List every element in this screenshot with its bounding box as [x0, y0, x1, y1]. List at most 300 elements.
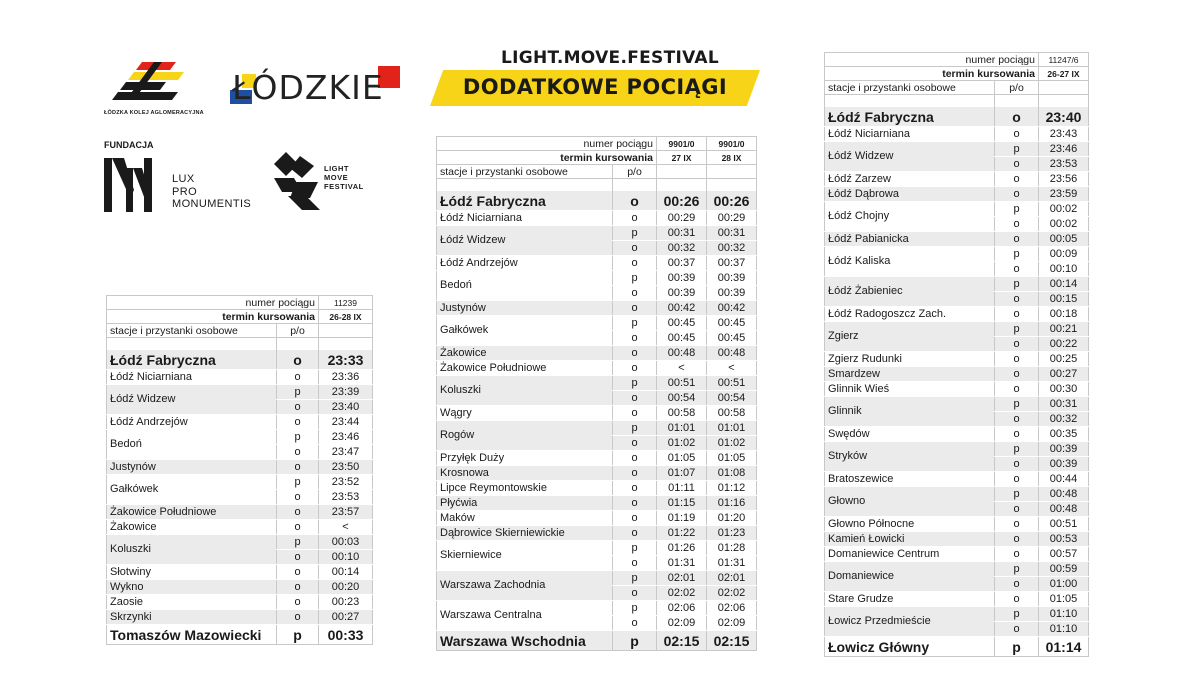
arrival-departure-flag: o: [613, 436, 657, 451]
running-dates-label: termin kursowania: [437, 151, 657, 165]
station-row: [437, 361, 757, 376]
arrival-departure-flag: o: [613, 556, 657, 571]
station-name: Łowicz Przedmieście: [825, 607, 995, 637]
arrival-departure-flag: p: [277, 475, 319, 490]
station-row: [437, 496, 757, 511]
train-number-row: [825, 53, 1089, 67]
arrival-departure-flag: p: [995, 637, 1039, 657]
time-cell: 01:14: [1039, 637, 1089, 657]
arrival-departure-flag: o: [613, 406, 657, 421]
fundacja-words: [172, 173, 251, 211]
arrival-departure-flag: o: [995, 547, 1039, 562]
arrival-departure-flag: o: [995, 412, 1039, 427]
time-cell: 00:02: [1039, 217, 1089, 232]
station-name: Łódź Niciarniana: [825, 127, 995, 142]
station-name: Gałkówek: [107, 475, 277, 505]
lux-pro-monumentis-icon: [104, 154, 156, 212]
arrival-departure-flag: o: [613, 191, 657, 211]
time-cell: 23:33: [319, 350, 373, 370]
time-cell: 02:09: [657, 616, 707, 631]
time-cell: 00:42: [707, 301, 757, 316]
arrival-departure-flag: p: [613, 271, 657, 286]
time-cell: 01:01: [707, 421, 757, 436]
time-cell: 02:01: [707, 571, 757, 586]
arrival-departure-flag: o: [995, 532, 1039, 547]
time-cell: 00:48: [1039, 487, 1089, 502]
arrival-departure-flag: p: [613, 226, 657, 241]
time-cell: 01:22: [657, 526, 707, 541]
station-name: Żakowice Południowe: [437, 361, 613, 376]
station-name: Dąbrowice Skierniewickie: [437, 526, 613, 541]
train-number-row: [107, 296, 373, 310]
station-row: [825, 107, 1089, 127]
time-cell: 00:48: [707, 346, 757, 361]
running-dates-row: [107, 310, 373, 324]
time-cell: 00:26: [657, 191, 707, 211]
station-row: [825, 442, 1089, 457]
time-cell: 23:43: [1039, 127, 1089, 142]
train-number-label: numer pociągu: [107, 296, 319, 310]
running-dates-row: [825, 67, 1089, 81]
station-row: [107, 350, 373, 370]
light-move-festival-icon: [272, 152, 322, 212]
arrival-departure-flag: p: [277, 535, 319, 550]
time-cell: 00:51: [707, 376, 757, 391]
station-row: [437, 451, 757, 466]
station-name: Bratoszewice: [825, 472, 995, 487]
station-row: [825, 172, 1089, 187]
train-number-label: numer pociągu: [825, 53, 1039, 67]
station-row: [437, 226, 757, 241]
time-cell: 00:29: [657, 211, 707, 226]
train-number: 11247/6: [1039, 53, 1089, 67]
time-cell: 00:45: [707, 331, 757, 346]
station-name: Żakowice: [107, 520, 277, 535]
station-name: Głowno: [825, 487, 995, 517]
station-name: Łódź Widzew: [107, 385, 277, 415]
arrival-departure-flag: o: [613, 496, 657, 511]
time-cell: 02:15: [707, 631, 757, 651]
spacer-cell: [613, 179, 657, 192]
time-cell: 00:39: [707, 286, 757, 301]
train-number-label: numer pociągu: [437, 137, 657, 151]
time-cell: 00:35: [1039, 427, 1089, 442]
arrival-departure-flag: o: [995, 187, 1039, 202]
station-row: [437, 346, 757, 361]
stations-header: stacje i przystanki osobowe: [437, 165, 613, 179]
station-name: Swędów: [825, 427, 995, 442]
spacer-cell: [277, 338, 319, 351]
arrival-departure-flag: o: [277, 400, 319, 415]
arrival-departure-flag: p: [995, 397, 1039, 412]
time-cell: 00:37: [707, 256, 757, 271]
arrival-departure-flag: o: [995, 337, 1039, 352]
time-cell: 23:44: [319, 415, 373, 430]
time-cell: 00:14: [319, 565, 373, 580]
lka-logo-icon: [104, 58, 204, 108]
time-cell: 00:48: [1039, 502, 1089, 517]
station-row: [825, 427, 1089, 442]
lmf-word-2: MOVE: [324, 173, 349, 182]
time-cell: 02:15: [657, 631, 707, 651]
time-cell: 00:58: [707, 406, 757, 421]
time-cell: 23:53: [319, 490, 373, 505]
station-name: Kamień Łowicki: [825, 532, 995, 547]
time-cell: 00:45: [657, 331, 707, 346]
arrival-departure-flag: p: [995, 607, 1039, 622]
arrival-departure-flag: o: [613, 256, 657, 271]
time-cell: 00:57: [1039, 547, 1089, 562]
po-header: p/o: [995, 81, 1039, 95]
arrival-departure-flag: o: [995, 517, 1039, 532]
station-name: Łódź Fabryczna: [437, 191, 613, 211]
arrival-departure-flag: o: [277, 460, 319, 475]
arrival-departure-flag: o: [995, 382, 1039, 397]
time-cell: 01:00: [1039, 577, 1089, 592]
time-cell: 01:01: [657, 421, 707, 436]
station-row: [107, 610, 373, 625]
time-cell: 23:40: [1039, 107, 1089, 127]
running-dates-row: [437, 151, 757, 165]
station-name: Justynów: [437, 301, 613, 316]
time-cell: 23:46: [319, 430, 373, 445]
station-name: Stryków: [825, 442, 995, 472]
time-cell: 23:39: [319, 385, 373, 400]
station-row: [437, 601, 757, 616]
arrival-departure-flag: o: [277, 505, 319, 520]
header-band: [430, 70, 760, 106]
arrival-departure-flag: p: [613, 601, 657, 616]
arrival-departure-flag: o: [995, 592, 1039, 607]
column-header-row: [107, 324, 373, 338]
time-cell: 00:45: [657, 316, 707, 331]
arrival-departure-flag: o: [277, 610, 319, 625]
arrival-departure-flag: o: [613, 466, 657, 481]
arrival-departure-flag: o: [995, 172, 1039, 187]
spacer-cell: [995, 95, 1039, 108]
station-name: Łódź Chojny: [825, 202, 995, 232]
station-row: [825, 307, 1089, 322]
time-cell: 00:10: [1039, 262, 1089, 277]
spacer-cell: [107, 338, 277, 351]
station-name: Koluszki: [437, 376, 613, 406]
time-cell: 01:16: [707, 496, 757, 511]
arrival-departure-flag: o: [995, 427, 1039, 442]
station-name: Słotwiny: [107, 565, 277, 580]
time-cell: 23:40: [319, 400, 373, 415]
fundacja-word-3: MONUMENTIS: [172, 198, 252, 210]
arrival-departure-flag: p: [613, 571, 657, 586]
station-row: [825, 592, 1089, 607]
time-cell: 00:42: [657, 301, 707, 316]
column-header-row: [437, 165, 757, 179]
arrival-departure-flag: p: [995, 322, 1039, 337]
arrival-departure-flag: p: [995, 277, 1039, 292]
station-name: Żakowice: [437, 346, 613, 361]
empty-header-cell: [657, 165, 707, 179]
running-dates: 26-28 IX: [319, 310, 373, 324]
time-cell: 00:58: [657, 406, 707, 421]
arrival-departure-flag: o: [277, 520, 319, 535]
time-cell: 00:33: [319, 625, 373, 645]
station-name: Warszawa Centralna: [437, 601, 613, 631]
station-row: [825, 127, 1089, 142]
time-cell: 01:05: [1039, 592, 1089, 607]
time-cell: 02:06: [707, 601, 757, 616]
time-cell: 00:05: [1039, 232, 1089, 247]
arrival-departure-flag: o: [613, 301, 657, 316]
time-cell: 02:09: [707, 616, 757, 631]
arrival-departure-flag: p: [995, 142, 1039, 157]
time-cell: 01:08: [707, 466, 757, 481]
arrival-departure-flag: o: [277, 490, 319, 505]
station-name: Gałkówek: [437, 316, 613, 346]
station-row: [825, 472, 1089, 487]
station-name: Rogów: [437, 421, 613, 451]
time-cell: 23:47: [319, 445, 373, 460]
station-name: Lipce Reymontowskie: [437, 481, 613, 496]
station-name: Tomaszów Mazowiecki: [107, 625, 277, 645]
station-name: Glinnik Wieś: [825, 382, 995, 397]
station-row: [825, 562, 1089, 577]
time-cell: 00:30: [1039, 382, 1089, 397]
empty-header-cell: [707, 165, 757, 179]
spacer-cell: [707, 179, 757, 192]
arrival-departure-flag: p: [613, 376, 657, 391]
time-cell: 23:53: [1039, 157, 1089, 172]
station-row: [437, 211, 757, 226]
time-cell: 02:02: [657, 586, 707, 601]
station-row: [825, 382, 1089, 397]
time-cell: 00:18: [1039, 307, 1089, 322]
lmf-word-1: LIGHT: [324, 164, 349, 173]
spacer-cell: [319, 338, 373, 351]
station-row: [107, 430, 373, 445]
time-cell: 00:29: [707, 211, 757, 226]
timetable-tomaszow: [106, 295, 373, 645]
time-cell: 01:19: [657, 511, 707, 526]
time-cell: 00:44: [1039, 472, 1089, 487]
time-cell: 00:51: [1039, 517, 1089, 532]
arrival-departure-flag: o: [613, 361, 657, 376]
time-cell: 01:05: [707, 451, 757, 466]
time-cell: 00:23: [319, 595, 373, 610]
time-cell: 00:31: [657, 226, 707, 241]
time-cell: 00:25: [1039, 352, 1089, 367]
station-row: [825, 247, 1089, 262]
time-cell: 00:39: [657, 286, 707, 301]
station-row: [825, 547, 1089, 562]
arrival-departure-flag: o: [995, 217, 1039, 232]
station-row: [107, 595, 373, 610]
fundacja-label: FUNDACJA: [104, 140, 154, 150]
arrival-departure-flag: o: [277, 445, 319, 460]
time-cell: 02:02: [707, 586, 757, 601]
fundacja-word-1: LUX: [172, 173, 195, 185]
station-row: [437, 301, 757, 316]
station-name: Przyłęk Duży: [437, 451, 613, 466]
station-name: Glinnik: [825, 397, 995, 427]
station-row: [825, 142, 1089, 157]
running-dates-label: termin kursowania: [107, 310, 319, 324]
time-cell: 00:39: [1039, 457, 1089, 472]
station-row: [825, 232, 1089, 247]
time-cell: 01:26: [657, 541, 707, 556]
time-cell: 00:53: [1039, 532, 1089, 547]
time-cell: 01:15: [657, 496, 707, 511]
station-name: Łódź Pabianicka: [825, 232, 995, 247]
time-cell: 00:31: [1039, 397, 1089, 412]
time-cell: 23:52: [319, 475, 373, 490]
station-name: Łódź Kaliska: [825, 247, 995, 277]
stations-header: stacje i przystanki osobowe: [825, 81, 995, 95]
arrival-departure-flag: o: [613, 451, 657, 466]
spacer-cell: [437, 179, 613, 192]
timetable-warszawa: [436, 136, 757, 651]
arrival-departure-flag: o: [613, 481, 657, 496]
station-name: Łódź Zarzew: [825, 172, 995, 187]
arrival-departure-flag: o: [613, 586, 657, 601]
arrival-departure-flag: o: [613, 241, 657, 256]
arrival-departure-flag: o: [995, 472, 1039, 487]
station-name: Zgierz Rudunki: [825, 352, 995, 367]
time-cell: <: [657, 361, 707, 376]
arrival-departure-flag: o: [995, 127, 1039, 142]
station-row: [437, 376, 757, 391]
stations-header: stacje i przystanki osobowe: [107, 324, 277, 338]
station-row: [107, 580, 373, 595]
time-cell: 23:57: [319, 505, 373, 520]
arrival-departure-flag: o: [995, 502, 1039, 517]
lodzkie-logo-text: ŁÓDZKIE: [232, 68, 384, 107]
arrival-departure-flag: o: [277, 415, 319, 430]
station-name: Żakowice Południowe: [107, 505, 277, 520]
station-row: [437, 526, 757, 541]
time-cell: 23:36: [319, 370, 373, 385]
station-name: Koluszki: [107, 535, 277, 565]
station-row: [437, 541, 757, 556]
station-row: [437, 406, 757, 421]
station-name: Łódź Radogoszcz Zach.: [825, 307, 995, 322]
arrival-departure-flag: o: [277, 580, 319, 595]
train-number-row: [437, 137, 757, 151]
time-cell: 01:02: [707, 436, 757, 451]
spacer-cell: [657, 179, 707, 192]
station-row: [825, 322, 1089, 337]
time-cell: 00:39: [657, 271, 707, 286]
time-cell: 00:37: [657, 256, 707, 271]
header-subtitle: DODATKOWE POCIĄGI: [462, 75, 728, 99]
arrival-departure-flag: o: [277, 565, 319, 580]
station-name: Justynów: [107, 460, 277, 475]
time-cell: 00:14: [1039, 277, 1089, 292]
time-cell: 01:31: [657, 556, 707, 571]
running-dates: 26-27 IX: [1039, 67, 1089, 81]
arrival-departure-flag: o: [613, 391, 657, 406]
station-name: Warszawa Zachodnia: [437, 571, 613, 601]
station-name: Domaniewice Centrum: [825, 547, 995, 562]
time-cell: <: [319, 520, 373, 535]
station-name: Stare Grudze: [825, 592, 995, 607]
station-name: Łowicz Główny: [825, 637, 995, 657]
station-row: [107, 565, 373, 580]
station-row: [825, 637, 1089, 657]
time-cell: 23:50: [319, 460, 373, 475]
time-cell: 00:54: [707, 391, 757, 406]
time-cell: 00:26: [707, 191, 757, 211]
time-cell: 01:10: [1039, 622, 1089, 637]
time-cell: 00:03: [319, 535, 373, 550]
empty-header-cell: [1039, 81, 1089, 95]
arrival-departure-flag: p: [613, 316, 657, 331]
station-row: [825, 187, 1089, 202]
arrival-departure-flag: p: [277, 430, 319, 445]
running-dates: 28 IX: [707, 151, 757, 165]
arrival-departure-flag: o: [277, 370, 319, 385]
arrival-departure-flag: o: [277, 550, 319, 565]
spacer-row: [107, 338, 373, 351]
arrival-departure-flag: p: [277, 625, 319, 645]
station-row: [825, 367, 1089, 382]
station-name: Maków: [437, 511, 613, 526]
lmf-word-3: FESTIVAL: [324, 182, 364, 191]
station-name: Głowno Północne: [825, 517, 995, 532]
station-row: [107, 385, 373, 400]
arrival-departure-flag: o: [613, 286, 657, 301]
train-number: 9901/0: [707, 137, 757, 151]
station-name: Domaniewice: [825, 562, 995, 592]
time-cell: 00:31: [707, 226, 757, 241]
lmf-words: [324, 164, 364, 191]
timetable-lowicz: [824, 52, 1089, 657]
arrival-departure-flag: o: [277, 350, 319, 370]
arrival-departure-flag: p: [277, 385, 319, 400]
time-cell: 00:39: [1039, 442, 1089, 457]
arrival-departure-flag: o: [995, 107, 1039, 127]
time-cell: 01:31: [707, 556, 757, 571]
time-cell: 00:32: [707, 241, 757, 256]
running-dates-label: termin kursowania: [825, 67, 1039, 81]
time-cell: 23:59: [1039, 187, 1089, 202]
arrival-departure-flag: o: [613, 526, 657, 541]
station-name: Skrzynki: [107, 610, 277, 625]
header-title: LIGHT.MOVE.FESTIVAL: [500, 48, 720, 68]
lka-logo-text: ŁÓDZKA KOLEJ AGLOMERACYJNA: [104, 110, 204, 116]
arrival-departure-flag: p: [995, 247, 1039, 262]
arrival-departure-flag: p: [995, 562, 1039, 577]
station-name: Łódź Fabryczna: [825, 107, 995, 127]
station-name: Łódź Niciarniana: [107, 370, 277, 385]
empty-header-cell: [319, 324, 373, 338]
train-number: 9901/0: [657, 137, 707, 151]
arrival-departure-flag: o: [995, 292, 1039, 307]
station-name: Skierniewice: [437, 541, 613, 571]
light-move-festival-logo: [272, 152, 392, 212]
time-cell: 00:09: [1039, 247, 1089, 262]
fundacja-word-2: PRO: [172, 185, 198, 198]
station-row: [107, 460, 373, 475]
lka-logo: [104, 58, 204, 120]
time-cell: 01:11: [657, 481, 707, 496]
station-name: Zaosie: [107, 595, 277, 610]
station-row: [107, 505, 373, 520]
time-cell: 00:27: [1039, 367, 1089, 382]
spacer-cell: [825, 95, 995, 108]
time-cell: 02:01: [657, 571, 707, 586]
station-row: [825, 397, 1089, 412]
time-cell: 00:21: [1039, 322, 1089, 337]
time-cell: 00:27: [319, 610, 373, 625]
